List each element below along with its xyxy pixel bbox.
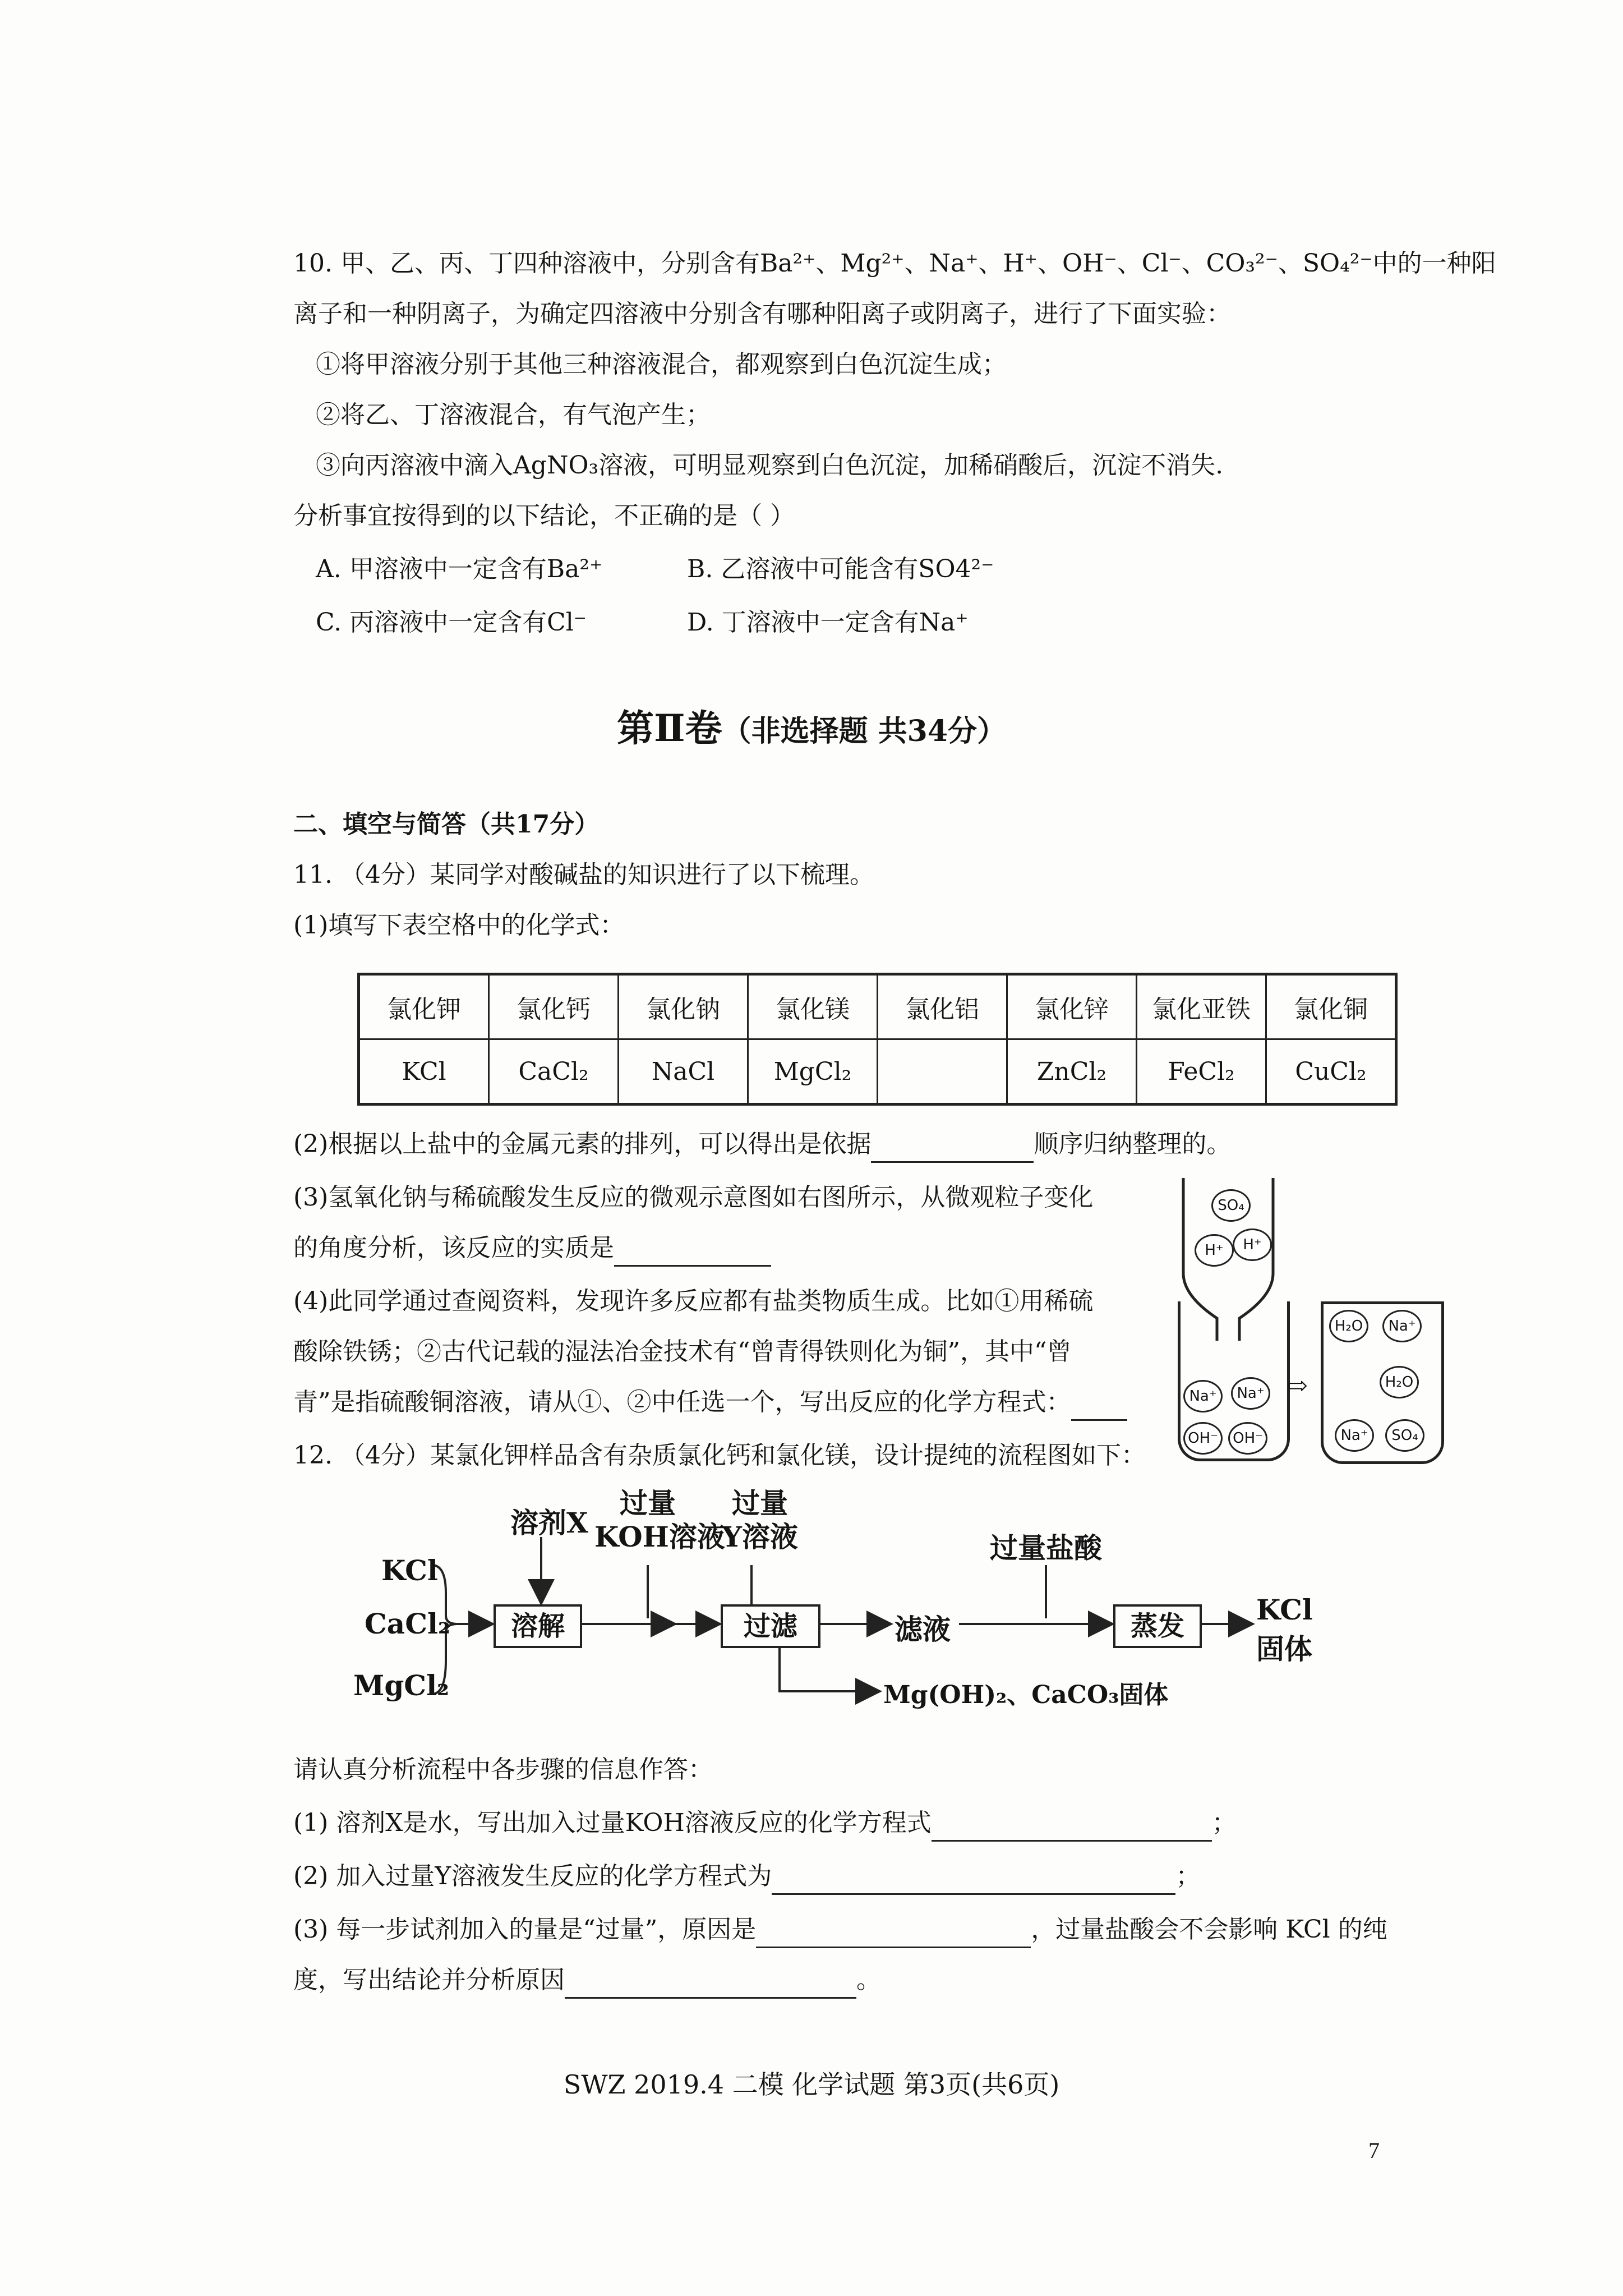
ion-sodium: Na⁺: [1183, 1380, 1223, 1412]
answer-blank[interactable]: [772, 1860, 1175, 1895]
table-cell: NaCl: [619, 1039, 748, 1105]
table-cell-blank[interactable]: [878, 1039, 1007, 1105]
purification-flowchart: [348, 1481, 1357, 1745]
q11-sub3b: [293, 1231, 771, 1267]
q12-p2: (2) 加入过量Y溶液发生反应的化学方程式为 ；: [293, 1860, 1200, 1895]
part2-title-main: 第Ⅱ卷: [616, 706, 722, 750]
ion-sodium: Na⁺: [1231, 1377, 1270, 1410]
flow-solvent-x: 溶剂X: [510, 1506, 588, 1539]
page-footer: SWZ 2019.4 二模 化学试题 第3页(共6页): [563, 2069, 1060, 2100]
table-cell: ZnCl₂: [1007, 1039, 1137, 1105]
flow-product-kcl: KCl: [1256, 1593, 1313, 1626]
q12-p3c: 度，写出结论并分析原因 。: [293, 1963, 881, 1999]
table-cell: FeCl₂: [1137, 1039, 1266, 1105]
q10-step1: ①将甲溶液分别于其他三种溶液混合，都观察到白色沉淀生成；: [316, 350, 1007, 379]
q12-p1-text: (1) 溶剂X是水，写出加入过量KOH溶液反应的化学方程式: [293, 1809, 932, 1837]
flow-input-mgcl2: MgCl₂: [353, 1669, 449, 1702]
ion-water: H₂O: [1380, 1366, 1419, 1398]
q11-sub4a: (4)此同学通过查阅资料，发现许多反应都有盐类物质生成。比如①用稀硫: [293, 1287, 1094, 1315]
q11-sub4c: [293, 1386, 1127, 1421]
q10-option-b: B. 乙溶液中可能含有SO4²⁻: [687, 555, 994, 583]
part2-subtitle: （非选择题 共34分）: [722, 714, 1007, 748]
table-cell: 氯化锌: [1007, 974, 1137, 1039]
flow-hcl: 过量盐酸: [990, 1531, 1102, 1565]
ion-hydroxide: OH⁻: [1183, 1422, 1223, 1455]
q11-sub2: [293, 1128, 1231, 1163]
answer-blank[interactable]: [871, 1128, 1034, 1163]
flow-input-kcl: KCl: [381, 1554, 438, 1587]
part2-title: [0, 698, 1623, 752]
table-cell: MgCl₂: [748, 1039, 878, 1105]
reaction-arrow-icon: ⇨: [1287, 1372, 1308, 1400]
ion-water: H₂O: [1329, 1310, 1368, 1342]
table-header-row: [359, 974, 1396, 1039]
table-cell: 氯化镁: [748, 974, 878, 1039]
q12-p1: (1) 溶剂X是水，写出加入过量KOH溶液反应的化学方程式 ；: [293, 1806, 1237, 1842]
flow-filtrate: 滤液: [895, 1613, 951, 1646]
table-cell: 氯化钠: [619, 974, 748, 1039]
reaction-micro-diagram: [1166, 1172, 1447, 1464]
q10-line1: 10. 甲、乙、丙、丁四种溶液中，分别含有Ba²⁺、Mg²⁺、Na⁺、H⁺、OH⁻、Cl⁻、CO₃²⁻、SO₄²⁻中的一种阳: [293, 249, 1496, 278]
flow-y-amount: 过量: [732, 1487, 788, 1520]
q11-sub3a: (3)氢氧化钠与稀硫酸发生反应的微观示意图如右图所示，从微观粒子变化: [293, 1183, 1094, 1212]
table-cell: 氯化铜: [1266, 974, 1396, 1039]
flow-step-dissolve: 溶解: [494, 1604, 582, 1648]
q10-step3: ③向丙溶液中滴入AgNO₃溶液，可明显观察到白色沉淀，加稀硝酸后，沉淀不消失.: [316, 451, 1224, 480]
q11-sub3b-text: 的角度分析，该反应的实质是: [293, 1234, 614, 1262]
answer-blank[interactable]: [1071, 1386, 1127, 1421]
chloride-table: [357, 973, 1398, 1106]
q10-option-d: D. 丁溶液中一定含有Na⁺: [687, 608, 969, 637]
q12-p3c-text: 度，写出结论并分析原因: [293, 1966, 565, 1994]
q11-sub4c-text: 青”是指硫酸铜溶液，请从①、②中任选一个，写出反应的化学方程式：: [293, 1388, 1071, 1416]
q12-p3: [293, 1913, 1387, 1948]
q10-step2: ②将乙、丁溶液混合，有气泡产生；: [316, 401, 711, 429]
ion-sulfate: SO₄: [1211, 1189, 1251, 1222]
table-formula-row: [359, 1039, 1396, 1105]
section2-heading: 二、填空与简答（共17分）: [293, 810, 600, 839]
answer-blank[interactable]: [614, 1231, 771, 1267]
table-cell: CaCl₂: [489, 1039, 619, 1105]
table-cell: 氯化铝: [878, 974, 1007, 1039]
q12-p3-text: (3) 每一步试剂加入的量是“过量”，原因是: [293, 1915, 757, 1944]
flow-product-solid: 固体: [1256, 1632, 1312, 1665]
table-cell: 氯化钙: [489, 974, 619, 1039]
answer-blank[interactable]: [756, 1913, 1031, 1948]
answer-blank[interactable]: [565, 1963, 856, 1999]
flow-koh-amount: 过量: [620, 1487, 676, 1520]
flow-koh-solution: KOH溶液: [594, 1520, 725, 1553]
ion-hydroxide: OH⁻: [1228, 1422, 1267, 1455]
flow-precipitate: Mg(OH)₂、CaCO₃固体: [883, 1681, 1169, 1709]
q12-intro: 12. （4分）某氯化钾样品含有杂质氯化钙和氯化镁，设计提纯的流程图如下：: [293, 1441, 1146, 1470]
q11-sub1: (1)填写下表空格中的化学式：: [293, 911, 625, 940]
ion-sulfate: SO₄: [1385, 1419, 1424, 1452]
q11-sub2-tail: 顺序归纳整理的。: [1034, 1130, 1232, 1158]
flow-step-evaporate: 蒸发: [1113, 1604, 1202, 1648]
page-number: 7: [1368, 2138, 1380, 2163]
q12-p2-text: (2) 加入过量Y溶液发生反应的化学方程式为: [293, 1862, 772, 1890]
q10-line2: 离子和一种阴离子，为确定四溶液中分别含有哪种阳离子或阴离子，进行了下面实验：: [293, 300, 1231, 328]
q10-option-c: C. 丙溶液中一定含有Cl⁻: [316, 608, 587, 637]
table-cell: KCl: [359, 1039, 489, 1105]
answer-blank[interactable]: [932, 1806, 1212, 1842]
q10-question: 分析事宜按得到的以下结论，不正确的是（ ）: [293, 501, 795, 530]
ion-hydrogen: H⁺: [1233, 1228, 1272, 1261]
flow-y-solution: Y溶液: [722, 1520, 798, 1553]
flow-input-cacl2: CaCl₂: [365, 1607, 450, 1640]
q12-prompt: 请认真分析流程中各步骤的信息作答：: [293, 1755, 713, 1784]
table-cell: 氯化钾: [359, 974, 489, 1039]
ion-sodium: Na⁺: [1335, 1419, 1374, 1452]
table-cell: 氯化亚铁: [1137, 974, 1266, 1039]
ion-hydrogen: H⁺: [1195, 1234, 1234, 1267]
q12-p3-tail: ，过量盐酸会不会影响 KCl 的纯: [1031, 1915, 1387, 1944]
table-cell: CuCl₂: [1266, 1039, 1396, 1105]
flow-step-filter: 过滤: [721, 1604, 820, 1648]
q10-option-a: A. 甲溶液中一定含有Ba²⁺: [316, 555, 603, 583]
q11-sub2-text: (2)根据以上盐中的金属元素的排列，可以得出是依据: [293, 1130, 872, 1158]
q11-sub4b: 酸除铁锈；②古代记载的湿法冶金技术有“曾青得铁则化为铜”，其中“曾: [293, 1337, 1072, 1366]
ion-sodium: Na⁺: [1382, 1310, 1422, 1342]
q11-intro: 11. （4分）某同学对酸碱盐的知识进行了以下梳理。: [293, 861, 874, 889]
